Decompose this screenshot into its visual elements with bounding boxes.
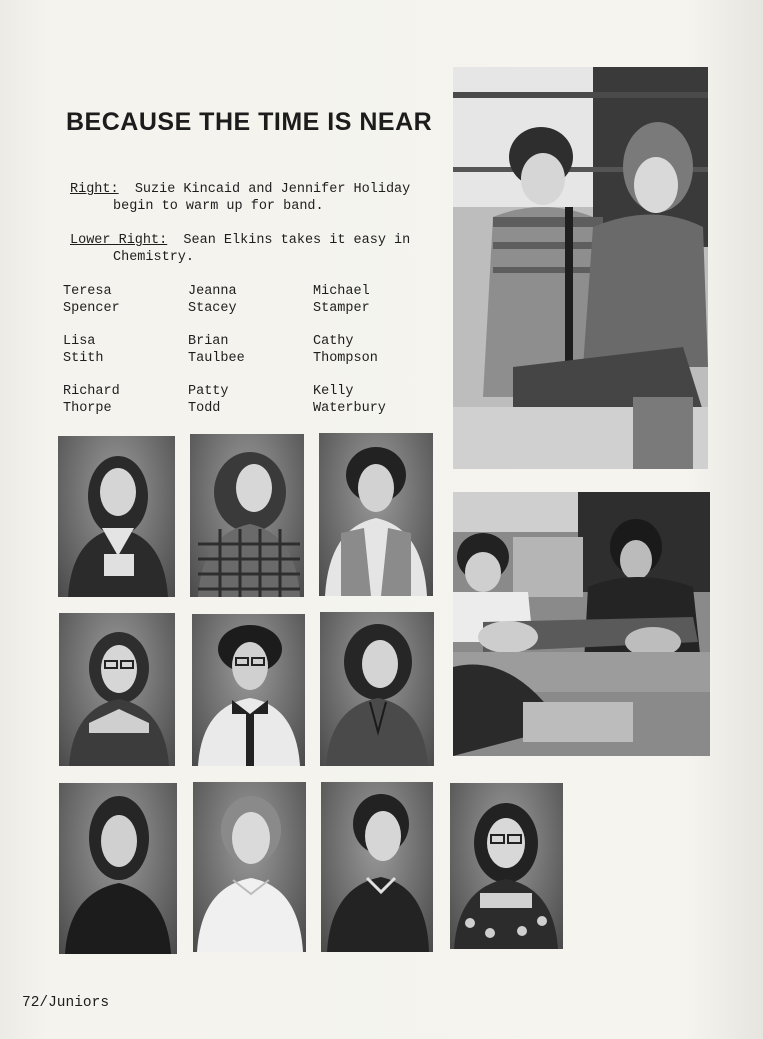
portrait-image xyxy=(190,434,304,597)
last-name: Todd xyxy=(188,401,221,416)
portrait-image xyxy=(193,782,306,952)
student-name-list xyxy=(63,283,443,417)
portrait-image xyxy=(58,436,175,597)
portrait-photo xyxy=(319,433,433,596)
last-name: Taulbee xyxy=(188,351,245,366)
last-name: Thorpe xyxy=(63,401,112,416)
first-name: Kelly xyxy=(313,384,354,399)
student-name xyxy=(63,383,188,417)
caption-text: Suzie Kincaid and Jennifer Holiday xyxy=(134,182,411,197)
first-name: Lisa xyxy=(63,334,96,349)
portrait-image xyxy=(59,783,177,954)
portrait-photo xyxy=(59,613,175,766)
student-name xyxy=(313,383,438,417)
portrait-photo xyxy=(321,782,433,952)
photo-caption-right xyxy=(70,181,440,215)
page-folio: 72/Juniors xyxy=(22,995,110,1011)
portrait-image xyxy=(319,433,433,596)
candid-photo-chemistry-image xyxy=(453,492,710,756)
student-name xyxy=(188,283,313,317)
portrait-image xyxy=(450,783,563,949)
candid-photo-chemistry xyxy=(453,492,710,756)
caption-text: Sean Elkins takes it easy in xyxy=(183,233,411,248)
portrait-photo xyxy=(190,434,304,597)
last-name: Spencer xyxy=(63,301,120,316)
last-name: Stacey xyxy=(188,301,237,316)
student-name xyxy=(313,283,438,317)
first-name: Teresa xyxy=(63,284,112,299)
first-name: Richard xyxy=(63,384,120,399)
caption-text-continued: Chemistry. xyxy=(113,250,195,265)
caption-lead: Lower Right: xyxy=(70,233,168,248)
portrait-image xyxy=(59,613,175,766)
page-headline: BECAUSE THE TIME IS NEAR xyxy=(66,108,433,136)
student-name xyxy=(188,383,313,417)
first-name: Patty xyxy=(188,384,229,399)
first-name: Cathy xyxy=(313,334,354,349)
first-name: Brian xyxy=(188,334,229,349)
portrait-photo xyxy=(58,436,175,597)
portrait-photo xyxy=(320,612,434,766)
last-name: Stamper xyxy=(313,301,370,316)
portrait-photo xyxy=(192,614,305,766)
portrait-photo xyxy=(450,783,563,949)
caption-text-continued: begin to warm up for band. xyxy=(113,199,324,214)
photo-caption-lower-right xyxy=(70,232,440,266)
first-name: Michael xyxy=(313,284,370,299)
last-name: Thompson xyxy=(313,351,378,366)
portrait-image xyxy=(321,782,433,952)
candid-photo-band-warmup xyxy=(453,67,708,469)
portrait-image xyxy=(320,612,434,766)
portrait-image xyxy=(192,614,305,766)
last-name: Waterbury xyxy=(313,401,386,416)
portrait-photo xyxy=(193,782,306,952)
caption-lead: Right: xyxy=(70,182,119,197)
last-name: Stith xyxy=(63,351,104,366)
student-name xyxy=(63,283,188,317)
student-name xyxy=(188,333,313,367)
portrait-photo xyxy=(59,783,177,954)
candid-photo-band-image xyxy=(453,67,708,469)
student-name xyxy=(63,333,188,367)
student-name xyxy=(313,333,438,367)
first-name: Jeanna xyxy=(188,284,237,299)
